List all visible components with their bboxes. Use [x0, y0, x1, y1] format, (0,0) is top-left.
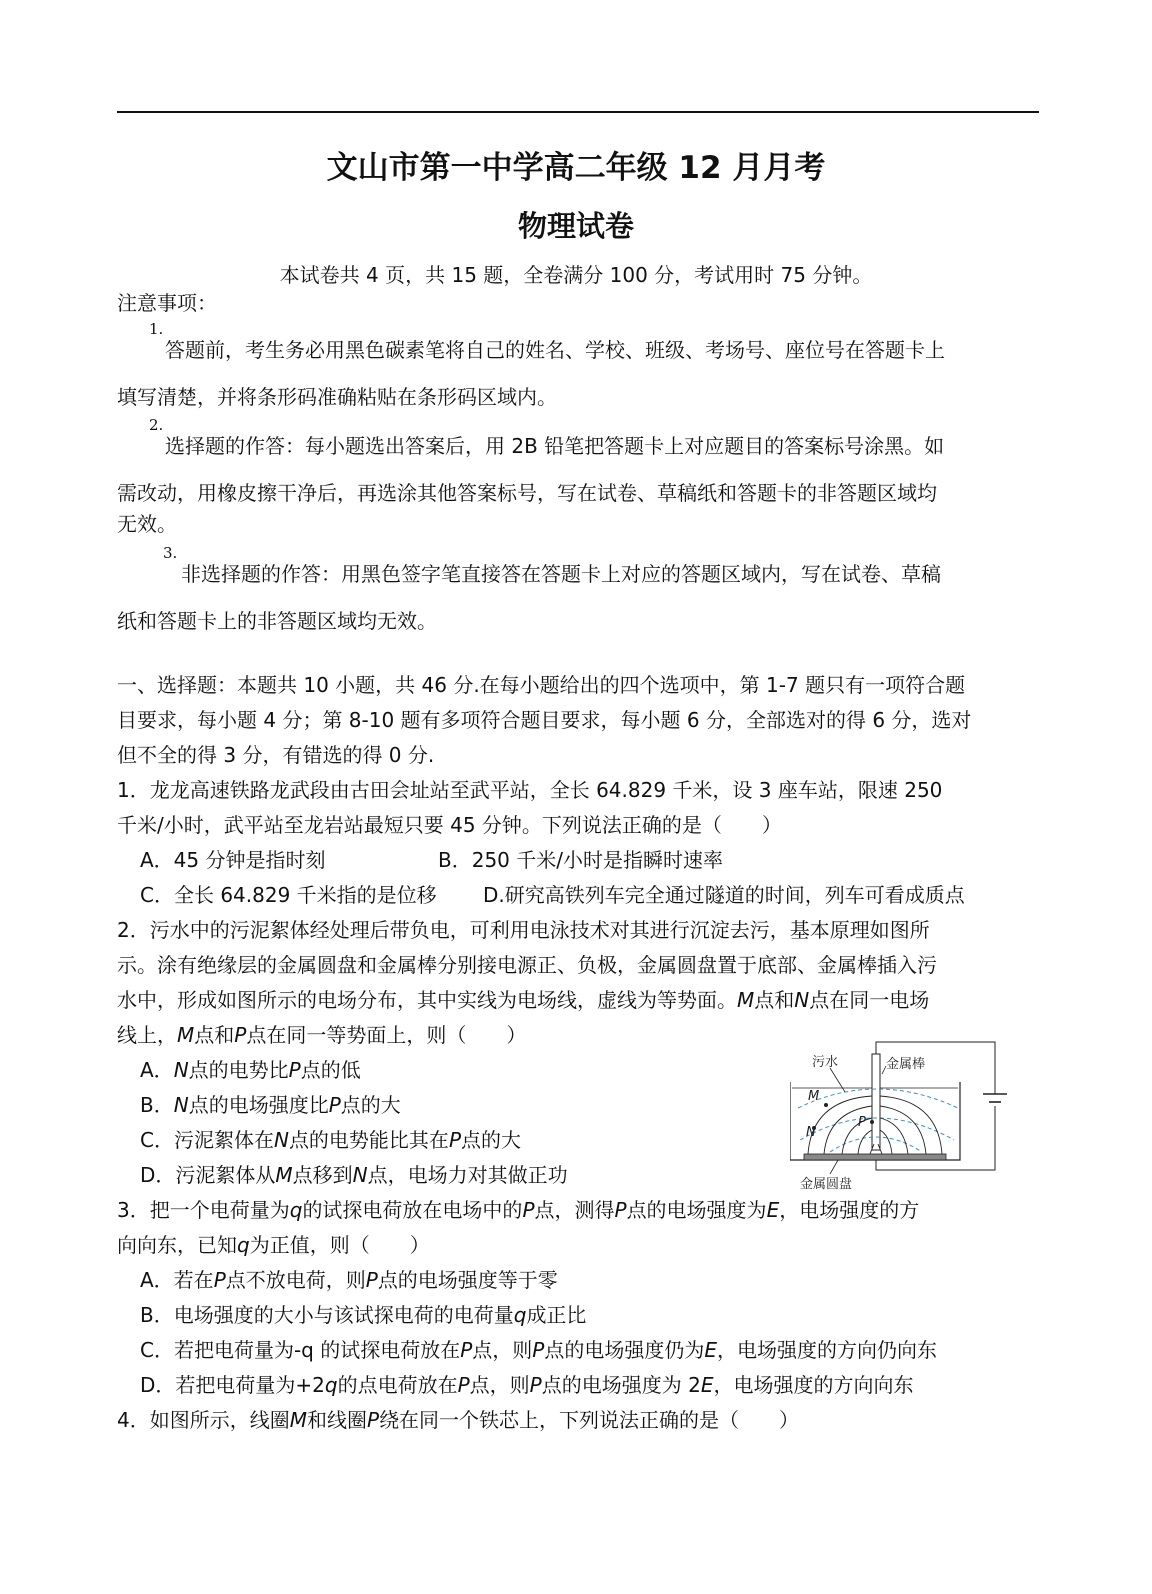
section1-line2: 目要求，每小题 4 分；第 8-10 题有多项符合题目要求，每小题 6 分，全部选对的得 6 分，选对	[117, 708, 972, 732]
q3-option-d: D．若把电荷量为+2q的点电荷放在P点，则P点的电场强度为 2E，电场强度的方向向东	[140, 1373, 914, 1397]
water-leader	[830, 1068, 845, 1092]
q1-line1: 1．龙龙高速铁路龙武段由古田会址站至武平站，全长 64.829 千米，设 3 座车站，限速 250	[117, 778, 943, 802]
notice-num-3: 3.	[163, 544, 178, 562]
label-rod: 金属棒	[886, 1057, 926, 1072]
notice-1-line1: 答题前，考生务必用黑色碳素笔将自己的姓名、学校、班级、考场号、座位号在答题卡上	[165, 338, 945, 362]
notice-1-line2: 填写清楚，并将条形码准确粘贴在条形码区域内。	[117, 385, 557, 409]
notice-2-line1: 选择题的作答：每小题选出答案后，用 2B 铅笔把答题卡上对应题目的答案标号涂黑。如	[165, 434, 945, 458]
field-line	[842, 1118, 872, 1154]
notice-num-1: 1.	[149, 320, 164, 338]
field-line	[824, 1106, 872, 1154]
field-line	[880, 1106, 926, 1154]
notice-3-line2: 纸和答题卡上的非答题区域均无效。	[117, 609, 437, 633]
q3-line2: 向向东，已知q为正值，则（ ）	[117, 1233, 430, 1257]
exam-info: 本试卷共 4 页，共 15 题，全卷满分 100 分，考试用时 75 分钟。	[279, 263, 873, 287]
q1-option-b: B．250 千米/小时是指瞬时速率	[438, 848, 723, 872]
disk-leader	[830, 1160, 838, 1174]
q2-line1: 2．污水中的污泥絮体经处理后带负电，可利用电泳技术对其进行沉淀去污，基本原理如图所	[117, 918, 930, 942]
q3-option-a: A．若在P点不放电荷，则P点的电场强度等于零	[140, 1268, 558, 1292]
label-disk: 金属圆盘	[800, 1177, 853, 1190]
electrophoresis-figure	[790, 1040, 1040, 1190]
top-rule	[117, 111, 1039, 113]
q3-option-c: C．若把电荷量为-q 的试探电荷放在P点，则P点的电场强度仍为E，电场强度的方向仍向东	[140, 1338, 937, 1362]
q2-line2: 示。涂有绝缘层的金属圆盘和金属棒分别接电源正、负极，金属圆盘置于底部、金属棒插入污	[117, 953, 937, 977]
section1-line1: 一、选择题：本题共 10 小题，共 46 分.在每小题给出的四个选项中，第 1-7 题只有一项符合题	[117, 673, 966, 697]
notice-2-line3: 无效。	[117, 512, 177, 536]
q4-line1: 4．如图所示，线圈M和线圈P绕在同一个铁芯上，下列说法正确的是（ ）	[117, 1408, 800, 1432]
field-line	[880, 1130, 892, 1154]
notice-heading: 注意事项：	[117, 291, 217, 315]
q1-line2: 千米/小时，武平站至龙岩站最短只要 45 分钟。下列说法正确的是（ ）	[117, 813, 782, 837]
q2-option-c: C．污泥絮体在N点的电势能比其在P点的大	[140, 1128, 521, 1152]
notice-3-line1: 非选择题的作答：用黑色签字笔直接答在答题卡上对应的答题区域内，写在试卷、草稿	[181, 562, 941, 586]
label-p: P	[858, 1115, 866, 1130]
q1-option-a: A．45 分钟是指时刻	[140, 848, 326, 872]
field-line	[880, 1118, 908, 1154]
label-n: N	[806, 1125, 816, 1140]
field-line	[858, 1130, 872, 1154]
notice-num-2: 2.	[149, 416, 164, 434]
notice-2-line2: 需改动，用橡皮擦干净后，再选涂其他答案标号，写在试卷、草稿纸和答题卡的非答题区域均	[117, 481, 937, 505]
q2-option-b: B．N点的电场强度比P点的大	[140, 1093, 401, 1117]
q1-option-d: D.研究高铁列车完全通过隧道的时间，列车可看成质点	[483, 883, 965, 907]
label-water: 污水	[812, 1055, 839, 1070]
q2-line4: 线上，M点和P点在同一等势面上，则（ ）	[117, 1023, 527, 1047]
q2-line3: 水中，形成如图所示的电场分布，其中实线为电场线，虚线为等势面。M点和N点在同一电场	[117, 988, 930, 1012]
point-p	[870, 1120, 874, 1124]
q2-option-d: D．污泥絮体从M点移到N点，电场力对其做正功	[140, 1163, 568, 1187]
metal-rod	[872, 1054, 880, 1150]
q3-option-b: B．电场强度的大小与该试探电荷的电荷量q成正比	[140, 1303, 587, 1327]
point-m	[824, 1103, 828, 1107]
section1-line3: 但不全的得 3 分，有错选的得 0 分.	[117, 743, 435, 767]
exam-subtitle: 物理试卷	[517, 209, 634, 243]
q2-option-a: A．N点的电势比P点的低	[140, 1058, 361, 1082]
q3-line1: 3．把一个电荷量为q的试探电荷放在电场中的P点，测得P点的电场强度为E，电场强度的方	[117, 1198, 920, 1222]
q1-option-c: C．全长 64.829 千米指的是位移	[140, 883, 437, 907]
metal-disk	[804, 1154, 946, 1160]
label-m: M	[808, 1089, 820, 1104]
exam-title: 文山市第一中学高二年级 12 月月考	[326, 150, 826, 186]
